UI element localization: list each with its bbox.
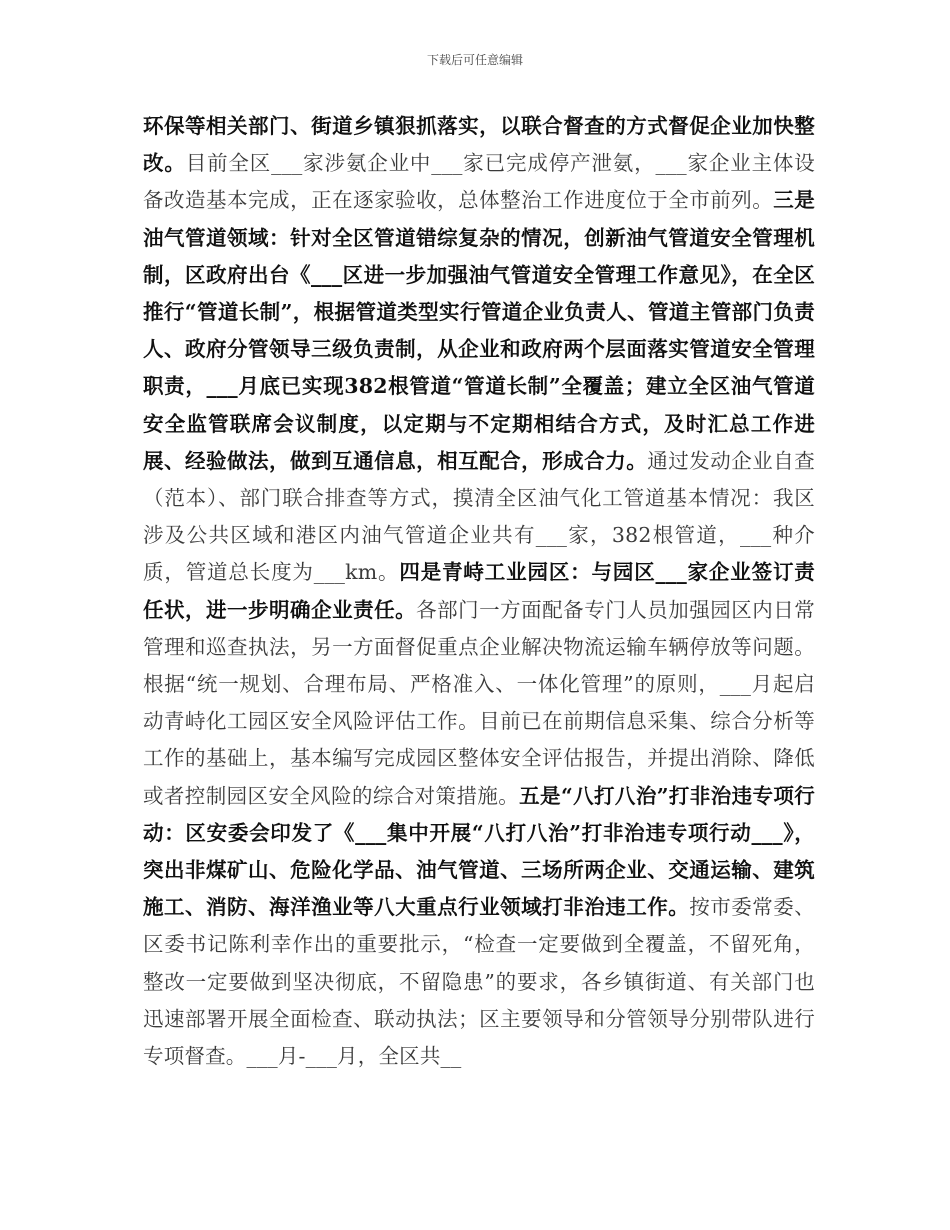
- body-paragraph: [143, 108, 815, 1075]
- text-segment-8: 按市委常委、区委书记陈利幸作出的重要批示，“检查一定要做到全覆盖，不留死角，整改一定要做到坚决彻底，不留隐患”的要求，各乡镇街道、有关部门也迅速部署开展全面检查、联动执法；区主要领导和分管领导分别带队进行专项督查。___月-___月，全区共__: [143, 895, 815, 1069]
- bold-segment-1: 环保等相关部门、街道乡镇狠抓落实，以联合督查的方式督促企业加快整改。: [143, 114, 815, 176]
- bold-segment-7: 五是“八打八治”打非治违专项行动：区安委会印发了《___集中开展“八打八治”打非治违专项行动___》，突出非煤矿山、危险化学品、油气管道、三场所两企业、交通运输、建筑施工、消防、海洋渔业等八大重点行业领域打非治违工作。: [143, 783, 815, 920]
- text-segment-4: 通过发动企业自查（范本）、部门联合排查等方式，摸清全区油气化工管道基本情况：我区涉及公共区域和港区内油气管道企业共有___家，382根管道，___种介质，管道总长度为___km。: [143, 448, 815, 585]
- text-segment-2: 目前全区___家涉氨企业中___家已完成停产泄氨，___家企业主体设备改造基本完成，正在逐家验收，总体整治工作进度位于全市前列。: [143, 151, 815, 213]
- bold-segment-5: 四是青峙工业园区：与园区___家企业签订责任状，进一步明确企业责任。: [143, 560, 815, 622]
- bold-segment-3: 三是油气管道领域：针对全区管道错综复杂的情况，创新油气管道安全管理机制，区政府出台《___区进一步加强油气管道安全管理工作意见》，在全区推行“管道长制”，根据管道类型实行管道企业负责人、管道主管部门负责人、政府分管领导三级负责制，从企业和政府两个层面落实管道安全管理职责，___月底已实现382根管道“管道长制”全覆盖；建立全区油气管道安全监管联席会议制度，以定期与不定期相结合方式，及时汇总工作进展、经验做法，做到互通信息，相互配合，形成合力。: [143, 188, 816, 473]
- page-header: 下载后可任意编辑: [426, 53, 523, 67]
- text-segment-6: 各部门一方面配备专门人员加强园区内日常管理和巡查执法，另一方面督促重点企业解决物流运输车辆停放等问题。根据“统一规划、合理布局、严格准入、一体化管理”的原则，___月起启动青峙化工园区安全风险评估工作。目前已在前期信息采集、综合分析等工作的基础上，基本编写完成园区整体安全评估报告，并提出消除、降低或者控制园区安全风险的综合对策措施。: [143, 597, 815, 808]
